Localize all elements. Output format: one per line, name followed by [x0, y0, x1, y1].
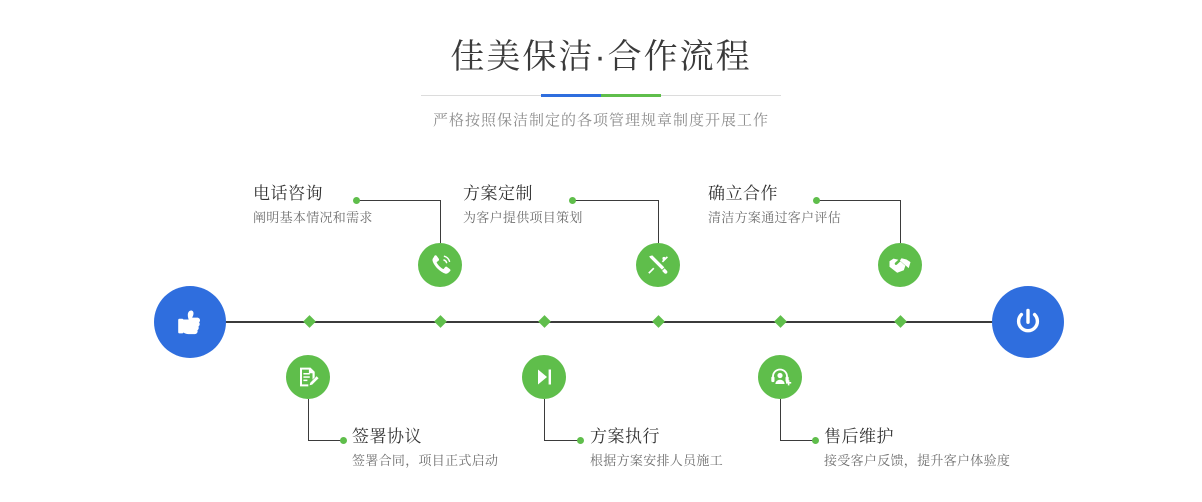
step-label-6 [824, 426, 1010, 471]
step-connector-horizontal [308, 440, 343, 441]
plan-tools-icon [645, 252, 671, 278]
step-icon-play-execute[interactable] [522, 355, 566, 399]
axis-node-dot [538, 315, 551, 328]
axis-node-dot [303, 315, 316, 328]
divider-segment-blue [541, 94, 601, 97]
step-desc: 阐明基本情况和需求 [253, 210, 373, 225]
step-title: 方案执行 [590, 427, 660, 446]
title-divider [421, 94, 781, 97]
step-icon-plan-tools[interactable] [636, 243, 680, 287]
power-icon [1010, 304, 1046, 340]
step-connector-horizontal [544, 440, 580, 441]
axis-node-dot [434, 315, 447, 328]
step-label-3 [463, 183, 583, 228]
step-connector-vertical [308, 399, 309, 440]
header [0, 34, 1202, 130]
step-connector-vertical [900, 200, 901, 243]
timeline-start-node [154, 286, 226, 358]
step-label-5 [708, 183, 841, 228]
step-connector-vertical [440, 200, 441, 243]
axis-node-dot [774, 315, 787, 328]
step-icon-phone-call[interactable] [418, 243, 462, 287]
step-connector-dot [340, 437, 347, 444]
customer-service-icon [768, 365, 792, 389]
divider-segment-green [601, 94, 661, 97]
thumbs-up-icon [171, 303, 209, 341]
handshake-icon [887, 252, 913, 278]
step-desc: 接受客户反馈，提升客户体验度 [824, 453, 1011, 468]
step-icon-handshake[interactable] [878, 243, 922, 287]
step-title: 签署协议 [352, 427, 422, 446]
step-label-2 [352, 426, 498, 471]
step-connector-dot [812, 437, 819, 444]
axis-node-dot [652, 315, 665, 328]
play-execute-icon [532, 365, 556, 389]
contract-edit-icon [296, 365, 320, 389]
step-desc: 为客户提供项目策划 [463, 210, 583, 225]
step-desc: 根据方案安排人员施工 [590, 453, 724, 468]
step-title: 确立合作 [708, 184, 778, 203]
step-desc: 签署合同，项目正式启动 [352, 453, 499, 468]
step-label-4 [590, 426, 723, 471]
step-title: 电话咨询 [253, 184, 323, 203]
phone-call-icon [427, 252, 453, 278]
step-icon-contract-edit[interactable] [286, 355, 330, 399]
step-connector-horizontal [573, 200, 658, 201]
axis-node-dot [894, 315, 907, 328]
step-title: 售后维护 [824, 427, 894, 446]
page-title: 佳美保洁·合作流程 [450, 38, 752, 76]
step-label-1 [253, 183, 373, 228]
step-connector-vertical [780, 399, 781, 440]
step-desc: 清洁方案通过客户评估 [708, 210, 842, 225]
timeline-end-node [992, 286, 1064, 358]
step-title: 方案定制 [463, 184, 533, 203]
step-connector-horizontal [780, 440, 815, 441]
step-icon-customer-service[interactable] [758, 355, 802, 399]
step-connector-vertical [658, 200, 659, 243]
step-connector-dot [577, 437, 584, 444]
page-subtitle: 严格按照保洁制定的各项管理规章制度开展工作 [432, 112, 769, 129]
step-connector-vertical [544, 399, 545, 440]
